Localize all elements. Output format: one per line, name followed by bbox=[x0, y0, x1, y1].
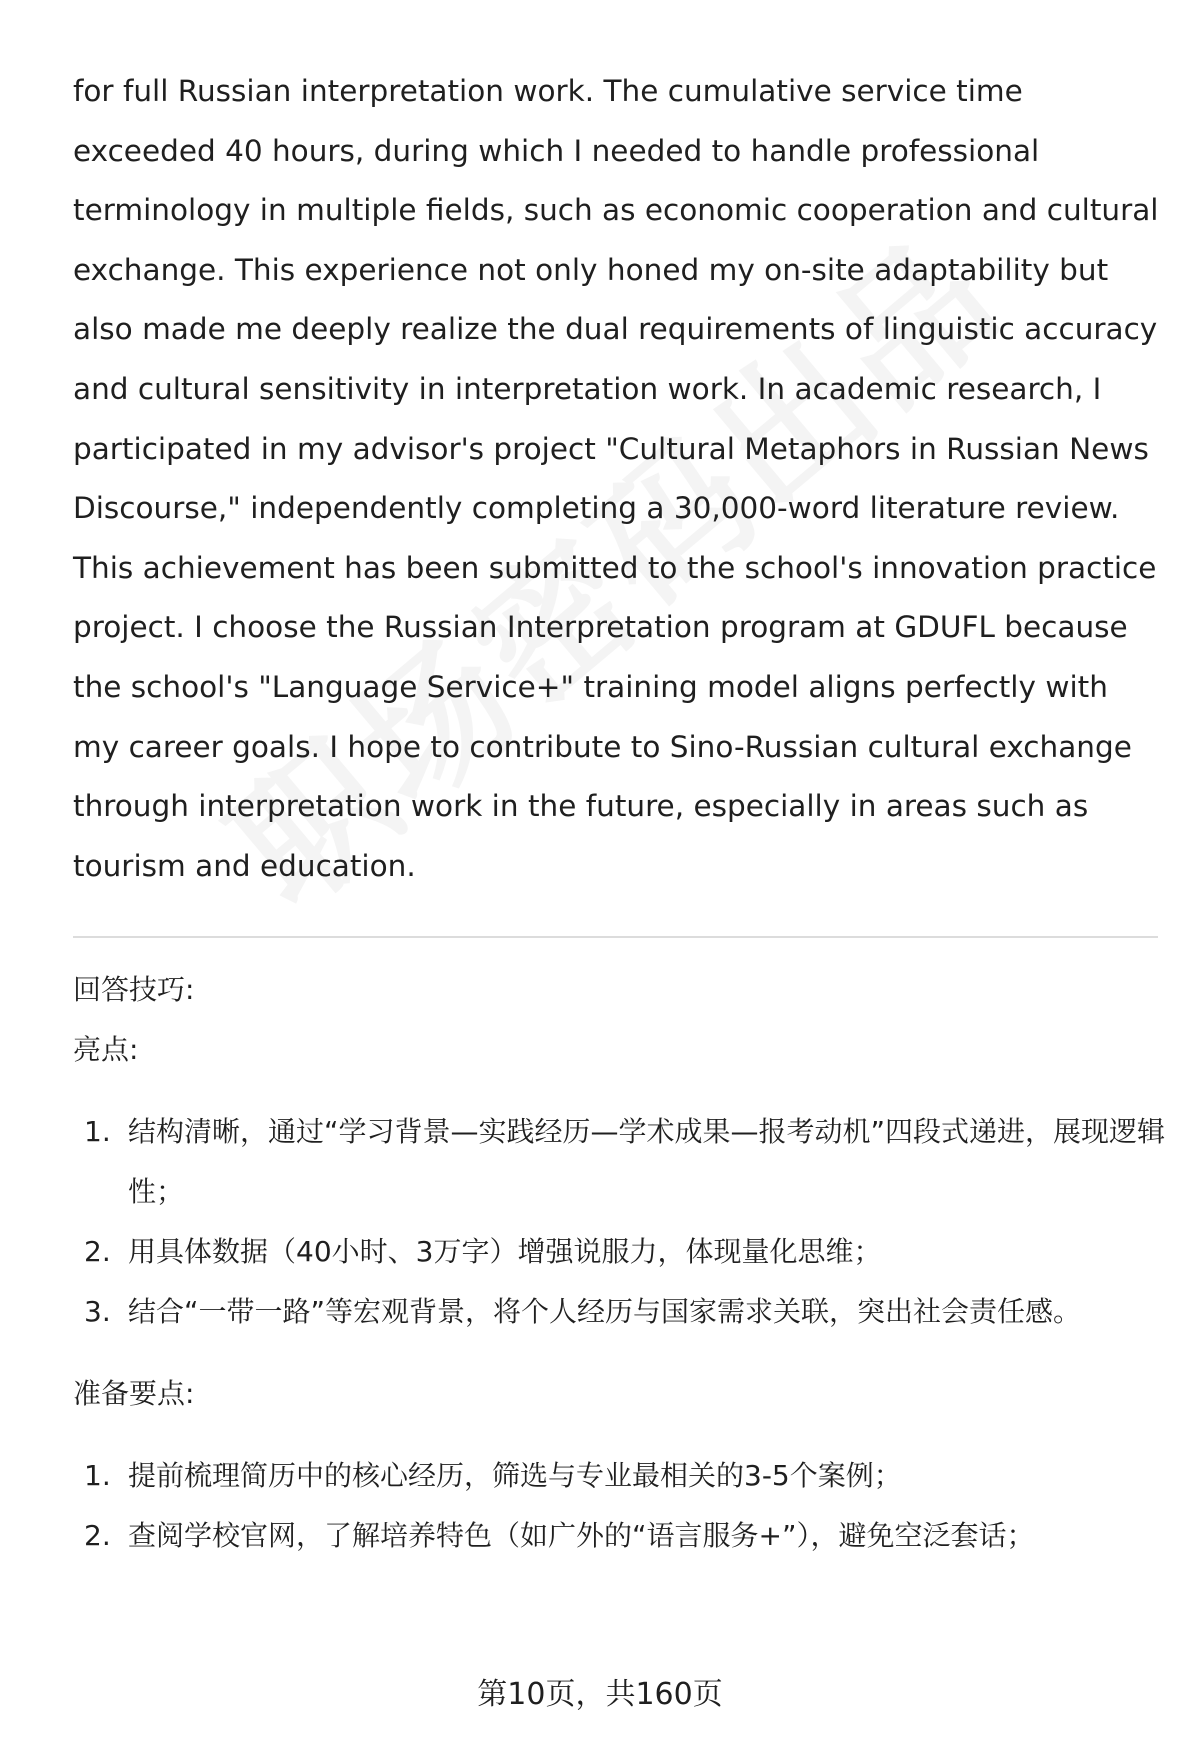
page-content bbox=[73, 62, 1166, 1566]
list-number: 1. bbox=[84, 1459, 111, 1493]
list-number: 3. bbox=[84, 1295, 111, 1329]
list-text: 提前梳理简历中的核心经历，筛选与专业最相关的3-5个案例； bbox=[128, 1459, 902, 1493]
list-number: 2. bbox=[84, 1235, 111, 1269]
list-text: 结构清晰，通过“学习背景—实践经历—学术成果—报考动机”四段式递进，展现逻辑性； bbox=[128, 1115, 1166, 1209]
list-number: 2. bbox=[84, 1519, 111, 1553]
tips-heading: 回答技巧: bbox=[73, 973, 195, 1007]
list-item bbox=[73, 1222, 1173, 1282]
list-item bbox=[73, 1446, 1173, 1506]
list-item bbox=[73, 1282, 1173, 1342]
list-text: 用具体数据（40小时、3万字）增强说服力，体现量化思维； bbox=[128, 1235, 882, 1269]
prep-list bbox=[73, 1446, 1163, 1566]
page-footer: 第10页，共160页 bbox=[477, 1677, 723, 1712]
list-item bbox=[73, 1506, 1173, 1566]
prep-heading: 准备要点: bbox=[73, 1377, 195, 1411]
list-text: 查阅学校官网，了解培养特色（如广外的“语言服务+”），避免空泛套话； bbox=[128, 1519, 1035, 1553]
divider bbox=[73, 936, 1158, 938]
answer-paragraph: for full Russian interpretation work. The cumulative service time exceeded 40 hours, during which I needed to handle professional terminology in multiple fields, such as economic cooperation and cultural exchange. This experience not only honed my on-site adaptability but also made me deeply realize the dual requirements of linguistic accuracy and cultural sensitivity in interpretation work. In academic research, I participated in my advisor's project "Cultural Metaphors in Russian News Discourse," independently completing a 30,000-word literature review. This achievement has been submitted to the school's innovation practice project. I choose the Russian Interpretation program at GDUFL because the school's "Language Service+" training model aligns perfectly with my career goals. I hope to contribute to Sino-Russian cultural exchange through interpretation work in the future, especially in areas such as tourism and education. bbox=[73, 74, 1159, 883]
list-text: 结合“一带一路”等宏观背景，将个人经历与国家需求关联，突出社会责任感。 bbox=[128, 1295, 1082, 1329]
list-item bbox=[73, 1102, 1173, 1222]
highlights-heading: 亮点: bbox=[73, 1033, 139, 1067]
list-number: 1. bbox=[84, 1115, 111, 1149]
highlights-list bbox=[73, 1102, 1166, 1342]
